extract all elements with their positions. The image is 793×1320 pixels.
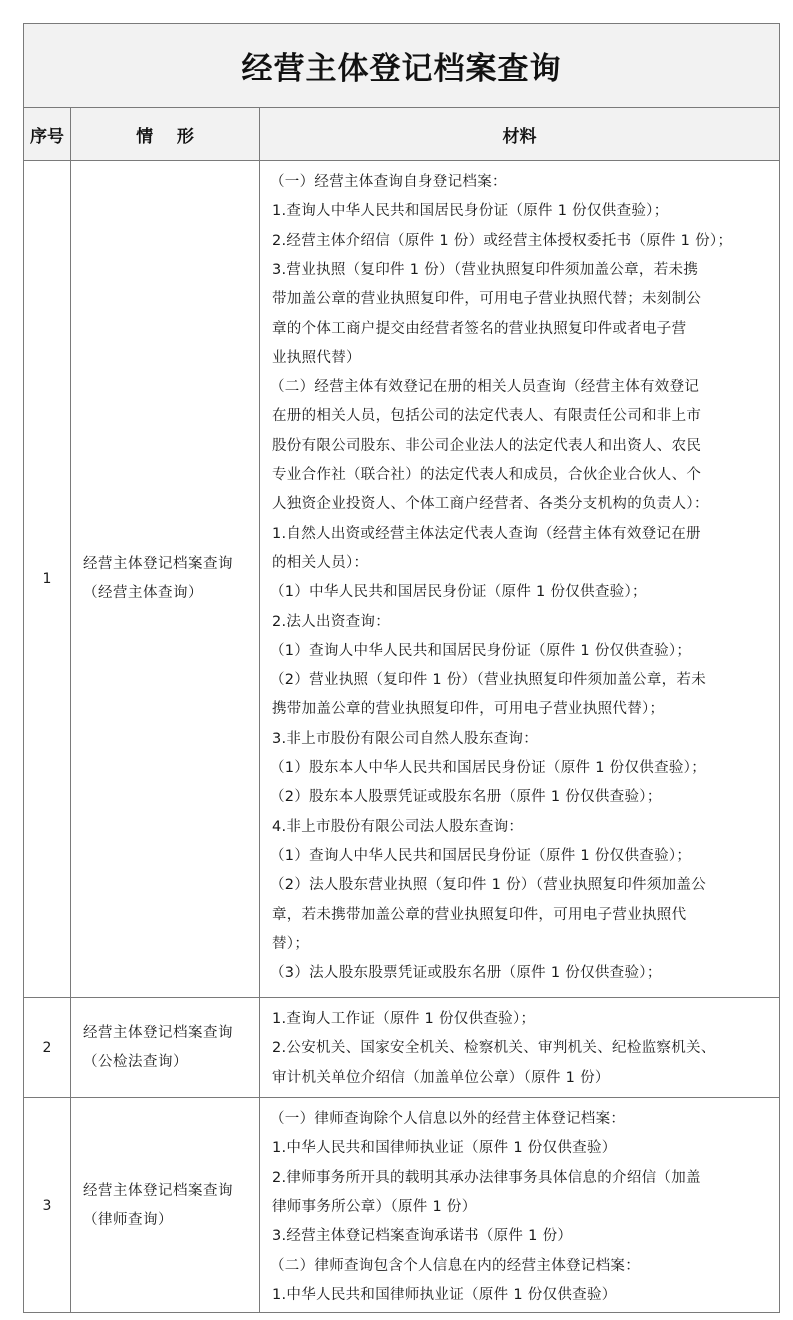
material-line: 股份有限公司股东、非公司企业法人的法定代表人和出资人、农民 [272, 437, 702, 454]
material-line: （二）经营主体有效登记在册的相关人员查询（经营主体有效登记 [270, 379, 700, 396]
material-line: 2.律师事务所开具的载明其承办法律事务具体信息的介绍信（加盖 [272, 1169, 701, 1186]
material-line: 4.非上市股份有限公司法人股东查询： [272, 818, 524, 835]
material-line: 专业合作社（联合社）的法定代表人和成员，合伙企业合伙人、个 [272, 467, 702, 483]
row-situation-cell [71, 161, 259, 997]
material-line: 3.非上市股份有限公司自然人股东查询： [272, 730, 539, 747]
material-line: 审计机关单位介绍信（加盖单位公章）（原件 1 份） [272, 1069, 610, 1086]
header-seq: 序号 [30, 126, 64, 147]
material-line: 1.中华人民共和国律师执业证（原件 1 份仅供查验） [272, 1140, 617, 1157]
material-line: （1）股东本人中华人民共和国居民身份证（原件 1 份仅供查验）； [270, 760, 707, 776]
material-line: （二）律师查询包含个人信息在内的经营主体登记档案： [270, 1257, 640, 1274]
material-line: 3.经营主体登记档案查询承诺书（原件 1 份） [272, 1228, 573, 1245]
material-line: （2）法人股东营业执照（复印件 1 份）（营业执照复印件须加盖公 [270, 877, 707, 894]
row-materials [260, 998, 779, 1097]
row-seq: 2 [42, 1039, 52, 1056]
material-line: （1）中华人民共和国居民身份证（原件 1 份仅供查验）； [270, 584, 647, 601]
material-line: 业执照代替） [272, 349, 361, 366]
material-line: （1）查询人中华人民共和国居民身份证（原件 1 份仅供查验）； [270, 642, 692, 659]
material-line: 替）； [272, 935, 310, 952]
table-row [24, 1098, 779, 1313]
row-materials [260, 161, 779, 997]
row-situation: 经营主体登记档案查询（律师查询） [83, 1182, 233, 1228]
material-line: 在册的相关人员，包括公司的法定代表人、有限责任公司和非上市 [272, 408, 702, 425]
material-line: （2）营业执照（复印件 1 份）（营业执照复印件须加盖公章，若未 [270, 672, 707, 689]
material-line: 1.查询人中华人民共和国居民身份证（原件 1 份仅供查验）； [272, 203, 669, 220]
material-line: （3）法人股东股票凭证或股东名册（原件 1 份仅供查验）； [270, 965, 662, 982]
material-line: 1.查询人工作证（原件 1 份仅供查验）； [272, 1011, 536, 1027]
material-line: 章的个体工商户提交由经营者签名的营业执照复印件或者电子营 [272, 320, 687, 337]
material-line: 带加盖公章的营业执照复印件，可用电子营业执照代替；未刻制公 [272, 291, 702, 308]
material-line: 人独资企业投资人、个体工商户经营者、各类分支机构的负责人）： [272, 496, 709, 513]
material-line: 2.经营主体介绍信（原件 1 份）或经营主体授权委托书（原件 1 份）； [272, 232, 733, 249]
header-materials: 材料 [502, 126, 537, 147]
material-line: （一）律师查询除个人信息以外的经营主体登记档案： [270, 1111, 626, 1127]
material-line: （2）股东本人股票凭证或股东名册（原件 1 份仅供查验）； [270, 789, 662, 806]
row-situation: 经营主体登记档案查询（经营主体查询） [83, 556, 233, 601]
header-row [24, 108, 779, 161]
row-materials [260, 1098, 779, 1313]
title-row [24, 24, 779, 108]
material-line: （一）经营主体查询自身登记档案： [270, 174, 507, 190]
material-line: 1.中华人民共和国律师执业证（原件 1 份仅供查验） [272, 1286, 617, 1303]
row-situation-cell [71, 998, 259, 1097]
row-situation-cell [71, 1098, 259, 1313]
material-line: 章，若未携带加盖公章的营业执照复印件，可用电子营业执照代 [272, 906, 687, 923]
header-situation: 情 形 [136, 126, 194, 147]
material-line: （1）查询人中华人民共和国居民身份证（原件 1 份仅供查验）； [270, 847, 692, 864]
row-situation: 经营主体登记档案查询（公检法查询） [83, 1024, 233, 1070]
table-row [24, 161, 779, 998]
material-line: 3.营业执照（复印件 1 份）（营业执照复印件须加盖公章，若未携 [272, 261, 699, 278]
material-line: 律师事务所公章）（原件 1 份） [272, 1198, 477, 1215]
row-seq: 1 [42, 571, 52, 587]
material-line: 的相关人员）： [272, 554, 369, 571]
material-line: 2.法人出资查询： [272, 613, 391, 630]
material-line: 2.公安机关、国家安全机关、检察机关、审判机关、纪检监察机关、 [272, 1040, 716, 1057]
row-seq: 3 [42, 1197, 52, 1214]
material-line: 携带加盖公章的营业执照复印件，可用电子营业执照代替）； [272, 701, 665, 718]
material-line: 1.自然人出资或经营主体法定代表人查询（经营主体有效登记在册 [272, 525, 701, 542]
table-row [24, 998, 779, 1098]
table-title: 经营主体登记档案查询 [241, 51, 562, 87]
archive-query-table [23, 23, 780, 1313]
